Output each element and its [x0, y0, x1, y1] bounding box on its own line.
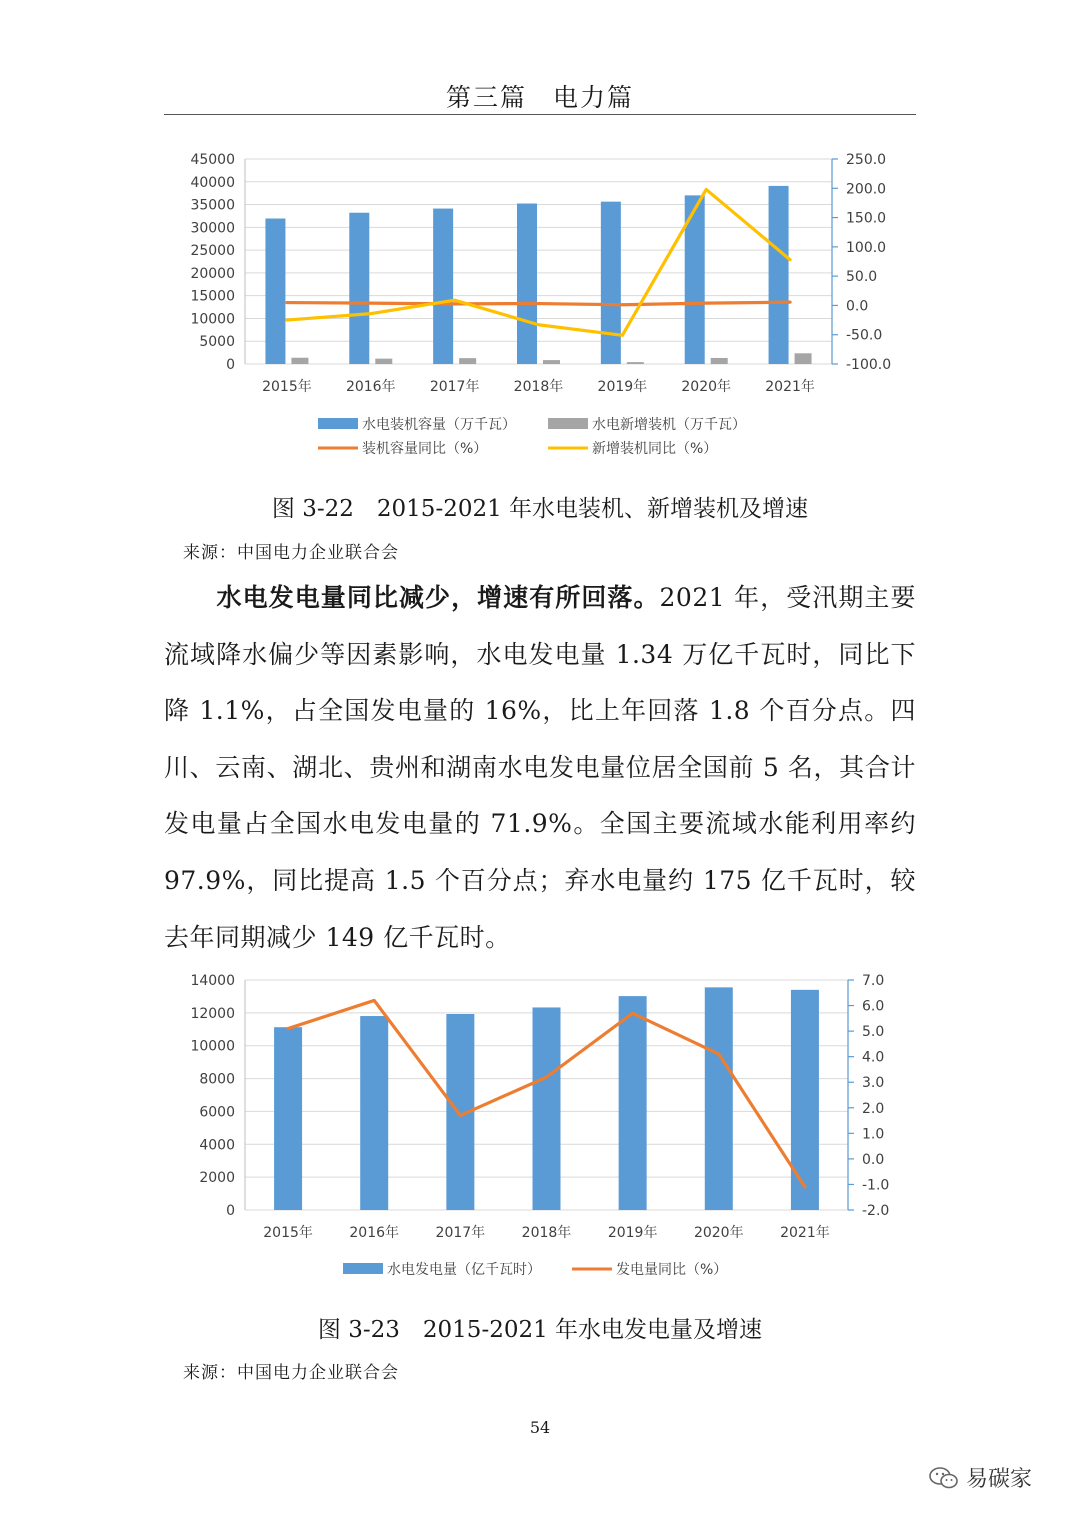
x-category-label: 2018年: [513, 379, 564, 395]
y-left-tick-label: 15000: [190, 288, 235, 305]
legend-swatch: [343, 1263, 383, 1274]
section-label: 电力篇: [553, 83, 635, 112]
y-right-tick-label: -50.0: [846, 327, 883, 344]
bar-secondary: [627, 362, 644, 364]
bar-primary: [360, 1016, 388, 1210]
y-left-tick-label: 10000: [190, 1038, 235, 1055]
x-category-label: 2017年: [429, 379, 480, 395]
y-right-tick-label: 0.0: [862, 1151, 885, 1168]
figure-2-source: 来源：中国电力企业联合会: [183, 1363, 399, 1383]
y-left-tick-label: 4000: [199, 1137, 235, 1154]
y-left-tick-label: 40000: [190, 174, 235, 191]
bar-primary: [619, 996, 647, 1210]
paragraph-text: 2021 年，受汛期主要流域降水偏少等因素影响，水电发电量 1.34 万亿千瓦时，同比下降 1.1%，占全国发电量的 16%，比上年回落 1.8 个百分点。四川、云南、湖北、贵州和湖南水电发电量位居全国前 5 名，其合计发电量占全国水电发电量的 71.9%。全国主要流域水能利用率约 97.9%，同比提高 1.5 个百分点；弃水电量约 175 亿千瓦时，较去年同期减少 149 亿千瓦时。: [164, 583, 916, 952]
y-left-tick-label: 6000: [199, 1104, 235, 1121]
header-rule: [164, 114, 916, 115]
bar-secondary: [795, 353, 812, 364]
bar-secondary: [459, 358, 476, 364]
y-left-tick-label: 0: [226, 357, 235, 373]
x-category-label: 2020年: [693, 1225, 744, 1241]
x-category-label: 2019年: [597, 379, 648, 395]
y-right-tick-label: -2.0: [862, 1203, 890, 1219]
bar-secondary: [375, 359, 392, 364]
y-right-tick-label: 3.0: [862, 1075, 885, 1092]
x-category-label: 2015年: [263, 1225, 313, 1241]
bar-primary: [274, 1027, 302, 1210]
bar-primary: [705, 987, 733, 1210]
legend-swatch: [548, 418, 588, 429]
figure-2-caption: 图 3-23 2015-2021 年水电发电量及增速: [317, 1317, 763, 1343]
x-category-label: 2019年: [607, 1225, 658, 1241]
x-category-label: 2020年: [681, 379, 732, 395]
y-right-tick-label: 100.0: [846, 239, 887, 256]
y-right-tick-label: 4.0: [862, 1049, 885, 1066]
y-right-tick-label: 50.0: [846, 269, 878, 286]
bar-primary: [265, 219, 285, 364]
y-right-tick-label: -1.0: [862, 1177, 890, 1194]
bar-primary: [533, 1007, 561, 1210]
legend-label: 水电新增装机（万千瓦）: [592, 417, 746, 433]
body-paragraph: [164, 570, 916, 966]
bar-secondary: [543, 360, 560, 364]
bar-secondary: [711, 358, 728, 364]
y-left-tick-label: 45000: [190, 152, 235, 168]
bar-primary: [601, 202, 621, 364]
y-right-tick-label: 200.0: [846, 181, 887, 198]
x-category-label: 2021年: [765, 379, 815, 395]
x-category-label: 2016年: [349, 1225, 400, 1241]
bar-primary: [517, 204, 537, 364]
y-left-tick-label: 14000: [190, 973, 235, 989]
y-left-tick-label: 10000: [190, 311, 235, 328]
bar-primary: [433, 209, 453, 364]
y-left-tick-label: 12000: [190, 1005, 235, 1022]
chapter-label: 第三篇: [445, 83, 527, 112]
y-left-tick-label: 25000: [190, 243, 235, 260]
x-category-label: 2015年: [262, 379, 312, 395]
y-right-tick-label: -100.0: [846, 357, 892, 373]
legend-label: 水电装机容量（万千瓦）: [362, 417, 516, 433]
bar-primary: [349, 213, 369, 364]
brand-name: 易碳家: [966, 1467, 1033, 1492]
bar-secondary: [291, 358, 308, 364]
y-right-tick-label: 250.0: [846, 152, 887, 168]
figure-1-caption: 图 3-22 2015-2021 年水电装机、新增装机及增速: [271, 496, 809, 522]
paragraph-lead: 水电发电量同比减少，增速有所回落。: [216, 583, 660, 612]
hydro-generation-chart: [0, 962, 1080, 1292]
page-header-title: [0, 78, 1080, 114]
series-line-1: [287, 302, 790, 305]
legend-label: 水电发电量（亿千瓦时）: [387, 1262, 541, 1278]
x-category-label: 2021年: [780, 1225, 830, 1241]
y-right-tick-label: 2.0: [862, 1100, 885, 1117]
page-number: 54: [529, 1418, 551, 1437]
y-left-tick-label: 0: [226, 1203, 235, 1219]
x-category-label: 2016年: [345, 379, 396, 395]
x-category-label: 2018年: [521, 1225, 572, 1241]
brand-watermark: [928, 1462, 1032, 1493]
bar-primary: [769, 186, 789, 364]
y-right-tick-label: 0.0: [846, 298, 869, 315]
y-right-tick-label: 1.0: [862, 1126, 885, 1143]
y-left-tick-label: 35000: [190, 197, 235, 214]
y-left-tick-label: 8000: [199, 1071, 235, 1088]
legend-label: 发电量同比（%）: [616, 1262, 728, 1278]
y-left-tick-label: 5000: [199, 334, 235, 351]
legend-label: 新增装机同比（%）: [592, 441, 718, 457]
y-right-tick-label: 7.0: [862, 973, 885, 989]
y-left-tick-label: 2000: [199, 1170, 235, 1187]
y-left-tick-label: 20000: [190, 265, 235, 282]
y-right-tick-label: 5.0: [862, 1024, 885, 1041]
y-right-tick-label: 150.0: [846, 210, 887, 227]
legend-label: 装机容量同比（%）: [362, 441, 488, 457]
legend-swatch: [318, 418, 358, 429]
figure-1-source: 来源：中国电力企业联合会: [183, 543, 399, 563]
bar-primary: [791, 990, 819, 1210]
x-category-label: 2017年: [435, 1225, 486, 1241]
wechat-icon: [928, 1465, 960, 1491]
y-right-tick-label: 6.0: [862, 998, 885, 1015]
y-left-tick-label: 30000: [190, 220, 235, 237]
installed-capacity-chart: [0, 140, 1080, 475]
